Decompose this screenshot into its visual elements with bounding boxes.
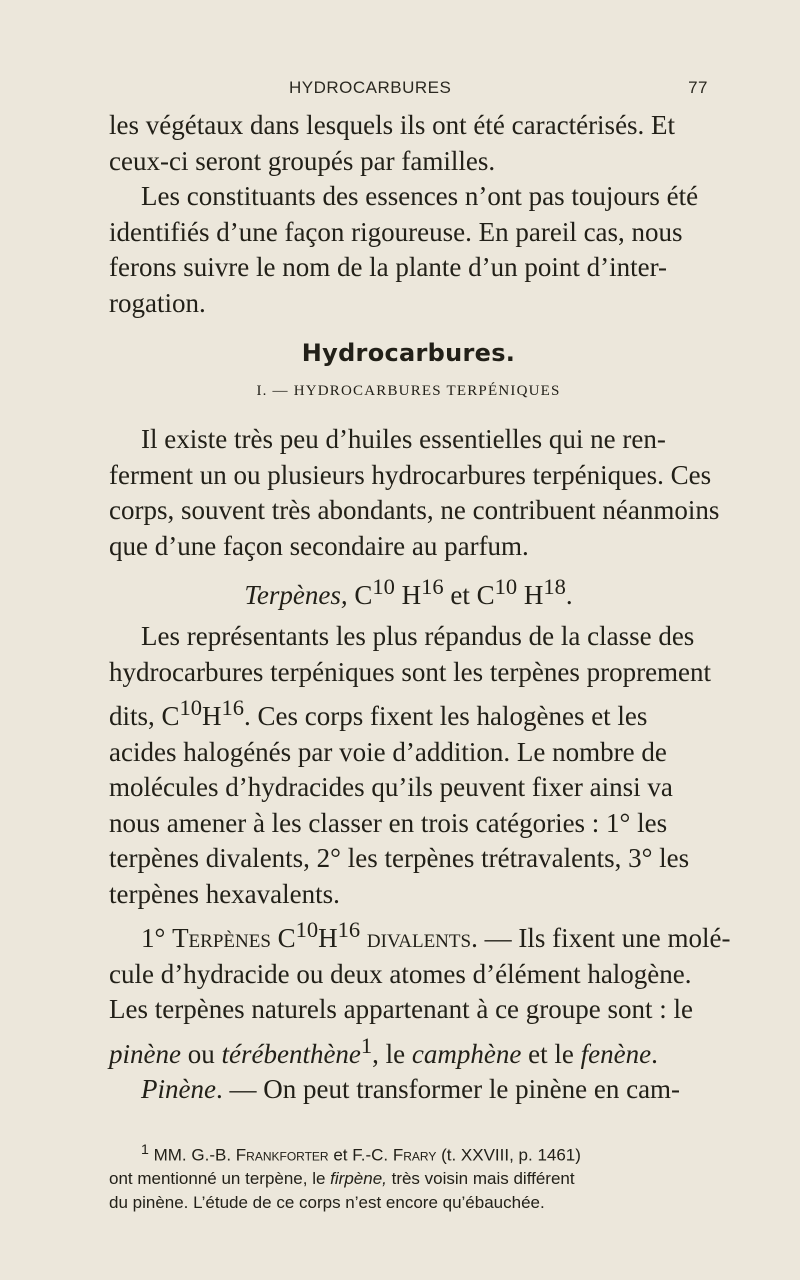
formula-subscript: 16 — [221, 695, 245, 720]
text-line: ceux-ci seront groupés par familles. — [109, 145, 496, 176]
text-fragment: . — [651, 1038, 658, 1069]
page-number: 77 — [688, 78, 708, 97]
author-name: Frankforter — [235, 1145, 329, 1165]
formula-heading-name: Terpènes, — [244, 580, 348, 610]
text-line: ferment un ou plusieurs hydrocarbures terpéniques. Ces — [109, 459, 712, 490]
text-line: molécules d’hydracides qu’ils peuvent fixer ainsi va — [109, 772, 673, 802]
formula-subscript: 10 — [372, 574, 395, 599]
text-line: corps, souvent très abondants, ne contribuent néanmoins — [109, 495, 720, 525]
running-title: HYDROCARBURES — [289, 78, 452, 97]
paragraph-constituants — [109, 179, 708, 321]
subheading-label — [172, 917, 472, 953]
text-line: Les terpènes naturels appartenant à ce groupe sont : le — [109, 994, 694, 1024]
formula-subscript: 10 — [295, 917, 319, 942]
text-line: acides halogénés par voie d’addition. Le nombre de — [109, 736, 667, 767]
formula-element: C — [476, 580, 495, 610]
text-line: Il existe très peu d’huiles essentielles qui ne ren- — [141, 424, 666, 454]
formula-conjunction: et — [443, 580, 477, 610]
paragraph-huiles — [109, 422, 720, 564]
footnote-line: du pinène. L’étude de ce corps n’est encore qu’ébauchée. — [109, 1193, 545, 1213]
running-header — [289, 78, 708, 106]
text-fragment: , le — [372, 1038, 412, 1069]
text-line — [109, 1028, 708, 1073]
text-fragment: et le — [521, 1038, 581, 1069]
text-line: Les constituants des essences n’ont pas toujours été — [141, 181, 699, 211]
text-line — [109, 1072, 708, 1108]
footnote-reference: 1 — [360, 1032, 373, 1058]
text-fragment: ou — [180, 1038, 222, 1069]
formula-element: H — [394, 580, 422, 610]
text-fragment: (t. XXVIII, p. 1461) — [436, 1145, 581, 1165]
text-fragment: dits, C — [109, 701, 180, 731]
formula-subscript: 16 — [421, 574, 444, 599]
subheading-pinene: Pinène — [141, 1074, 216, 1104]
text-line: terpènes divalents, 2° les terpènes trétravalents, 3° les — [109, 843, 690, 873]
paragraph-terpenes-divalents — [109, 912, 731, 1072]
paragraph-pinene — [109, 1072, 708, 1108]
formula-heading — [109, 574, 708, 611]
author-name: Frary — [392, 1145, 437, 1165]
formula-element: H — [517, 580, 544, 610]
text-fragment: . Ces corps fixent les halogènes et les — [244, 701, 648, 731]
text-fragment: . — Ils fixent une molé- — [471, 923, 731, 953]
formula-subscript: 10 — [179, 695, 203, 720]
formula-subscript: 18 — [543, 574, 566, 599]
term-camphene: camphène — [411, 1038, 522, 1069]
text-line: ferons suivre le nom de la plante d’un point d’inter- — [109, 252, 668, 282]
list-number: 1° — [141, 923, 173, 953]
text-fragment: et F.-C. — [328, 1145, 393, 1165]
text-line: Les représentants les plus répandus de la classe des — [141, 621, 695, 651]
subheading-text: Terpènes C — [172, 923, 296, 953]
footnote — [109, 1138, 708, 1216]
term-terebenthene: térébenthène — [221, 1038, 361, 1069]
section-title: Hydrocarbures. — [301, 339, 516, 367]
term-pinene: pinène — [109, 1038, 181, 1069]
paragraph-representants — [109, 619, 712, 912]
text-fragment: . — On peut transformer le pinène en cam- — [215, 1074, 681, 1104]
text-fragment: ont mentionné un terpène, le — [109, 1169, 331, 1189]
formula-element: H — [202, 701, 222, 731]
footnote-line — [109, 1138, 708, 1168]
text-line: hydrocarbures terpéniques sont les terpènes proprement — [109, 656, 712, 687]
intro-paragraph — [109, 108, 708, 179]
text-fragment: très voisin mais différent — [386, 1169, 575, 1189]
text-line: rogation. — [109, 287, 206, 318]
text-line: identifiés d’une façon rigoureuse. En pareil cas, nous — [109, 216, 683, 247]
subsection-title: I. — HYDROCARBURES TERPÉNIQUES — [256, 383, 561, 399]
subheading-text: divalents — [360, 923, 472, 953]
text-line: nous amener à les classer en trois catégories : 1° les — [109, 807, 668, 838]
text-line: que d’une façon secondaire au parfum. — [109, 530, 529, 561]
text-line — [109, 912, 731, 957]
text-line — [109, 690, 708, 735]
formula-end: . — [565, 580, 573, 610]
footnote-line — [109, 1167, 708, 1191]
text-fragment: MM. G.-B. — [148, 1145, 236, 1165]
text-line: cule d’hydracide ou deux atomes d’élément halogène. — [109, 958, 692, 989]
term-fenene: fenène — [580, 1038, 652, 1069]
term-firpene: firpène, — [330, 1169, 387, 1189]
text-line: les végétaux dans lesquels ils ont été caractérisés. Et — [109, 110, 676, 140]
formula-element: H — [318, 923, 338, 953]
footnote-mark: 1 — [141, 1141, 149, 1158]
formula-element: C — [354, 580, 373, 610]
text-line: terpènes hexavalents. — [109, 878, 340, 909]
formula-subscript: 10 — [494, 574, 518, 599]
formula-subscript: 16 — [337, 917, 361, 942]
